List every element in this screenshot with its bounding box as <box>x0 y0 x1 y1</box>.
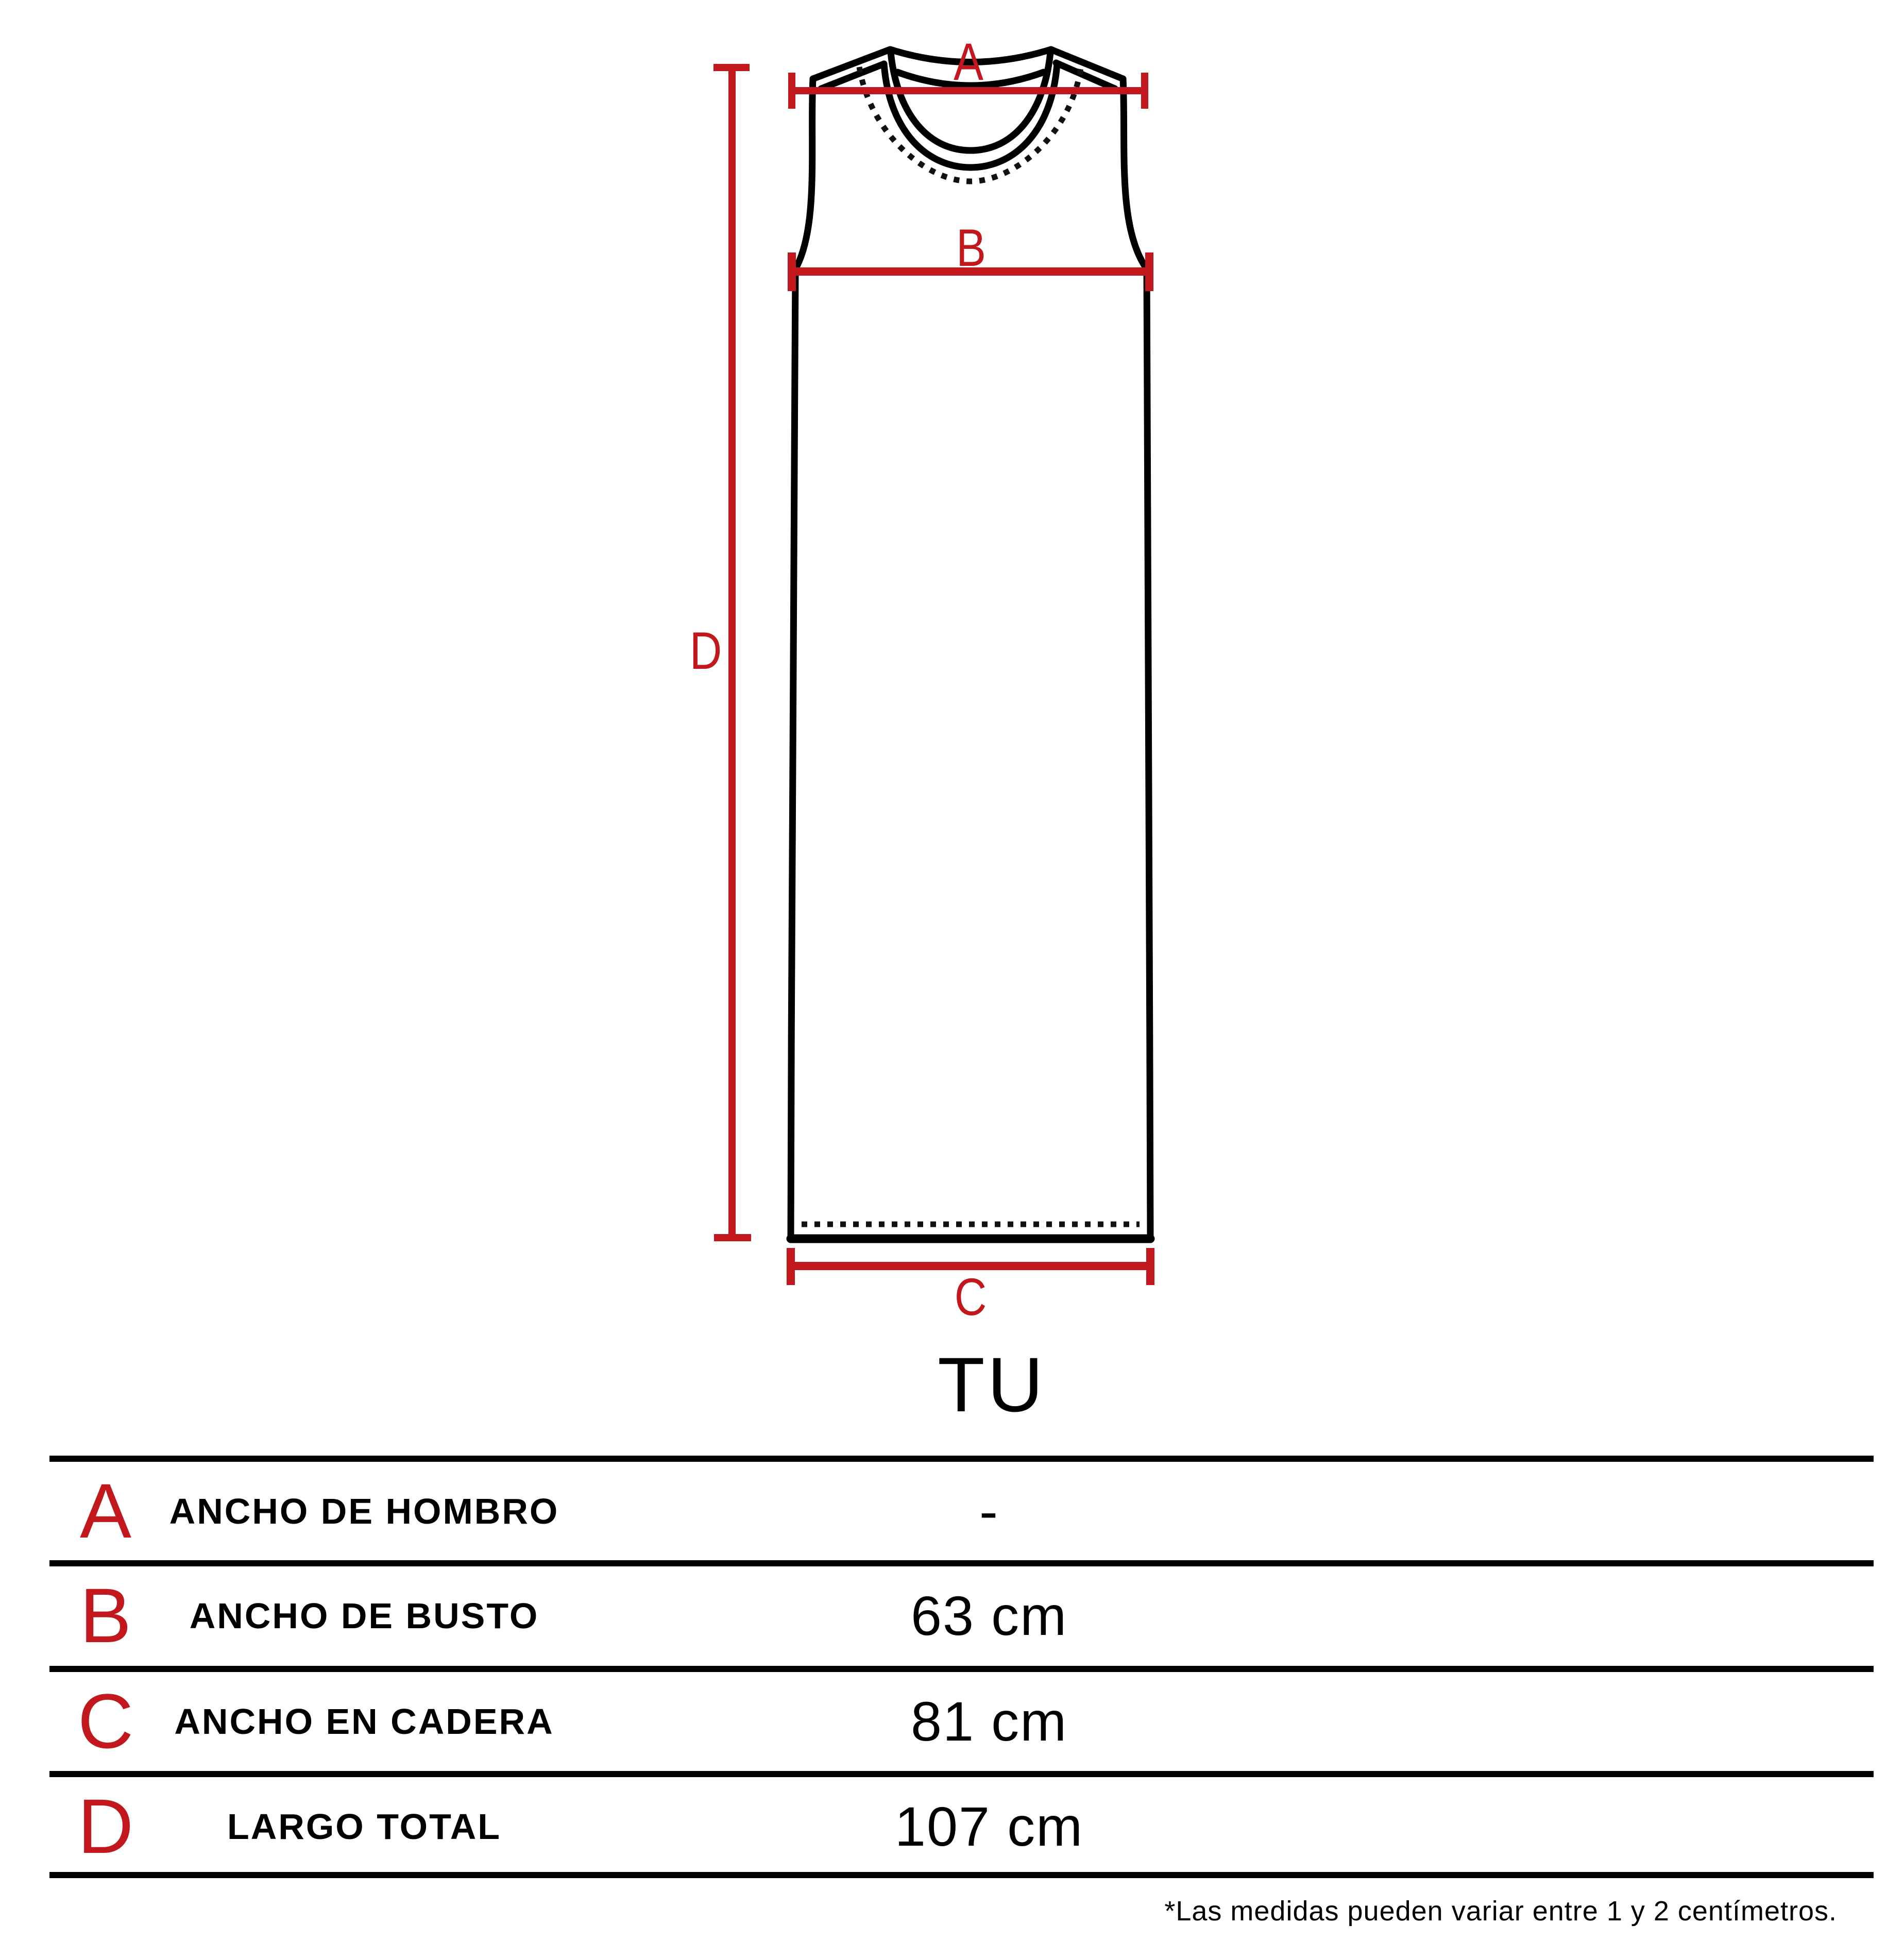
right-side-seam <box>1147 269 1150 1239</box>
measure-label-d: D <box>689 621 722 681</box>
measure-label-a: A <box>954 32 983 92</box>
table-row-length <box>49 1777 1874 1876</box>
row-label: ANCHO DE HOMBRO <box>169 1491 559 1531</box>
row-value: 81 cm <box>910 1690 1068 1752</box>
row-value: 107 cm <box>894 1795 1084 1858</box>
row-value: 63 cm <box>910 1584 1068 1647</box>
measure-label-b: B <box>956 218 986 278</box>
row-letter: C <box>77 1678 134 1764</box>
left-strap-inner-line <box>821 64 884 89</box>
row-label: ANCHO EN CADERA <box>174 1701 554 1742</box>
row-letter: B <box>79 1572 132 1659</box>
row-letter: A <box>79 1467 132 1554</box>
table-row-bust <box>49 1566 1874 1665</box>
measure-label-c: C <box>954 1268 987 1327</box>
row-label: LARGO TOTAL <box>227 1806 502 1847</box>
table-divider-1 <box>49 1560 1874 1566</box>
table-divider-2 <box>49 1666 1874 1672</box>
table-row-hip <box>49 1672 1874 1770</box>
row-letter: D <box>77 1783 134 1869</box>
table-divider-3 <box>49 1771 1874 1777</box>
measurement-lines <box>713 67 1150 1285</box>
row-label: ANCHO DE BUSTO <box>189 1595 539 1636</box>
left-side-seam <box>791 269 795 1239</box>
table-border-top <box>49 1456 1874 1462</box>
table-row-shoulder <box>49 1462 1874 1560</box>
size-column-title: TU <box>938 1341 1046 1428</box>
row-value: - <box>979 1480 999 1542</box>
measurement-disclaimer: *Las medidas pueden variar entre 1 y 2 centímetros. <box>1164 1896 1837 1927</box>
left-armhole-curve <box>795 79 813 269</box>
